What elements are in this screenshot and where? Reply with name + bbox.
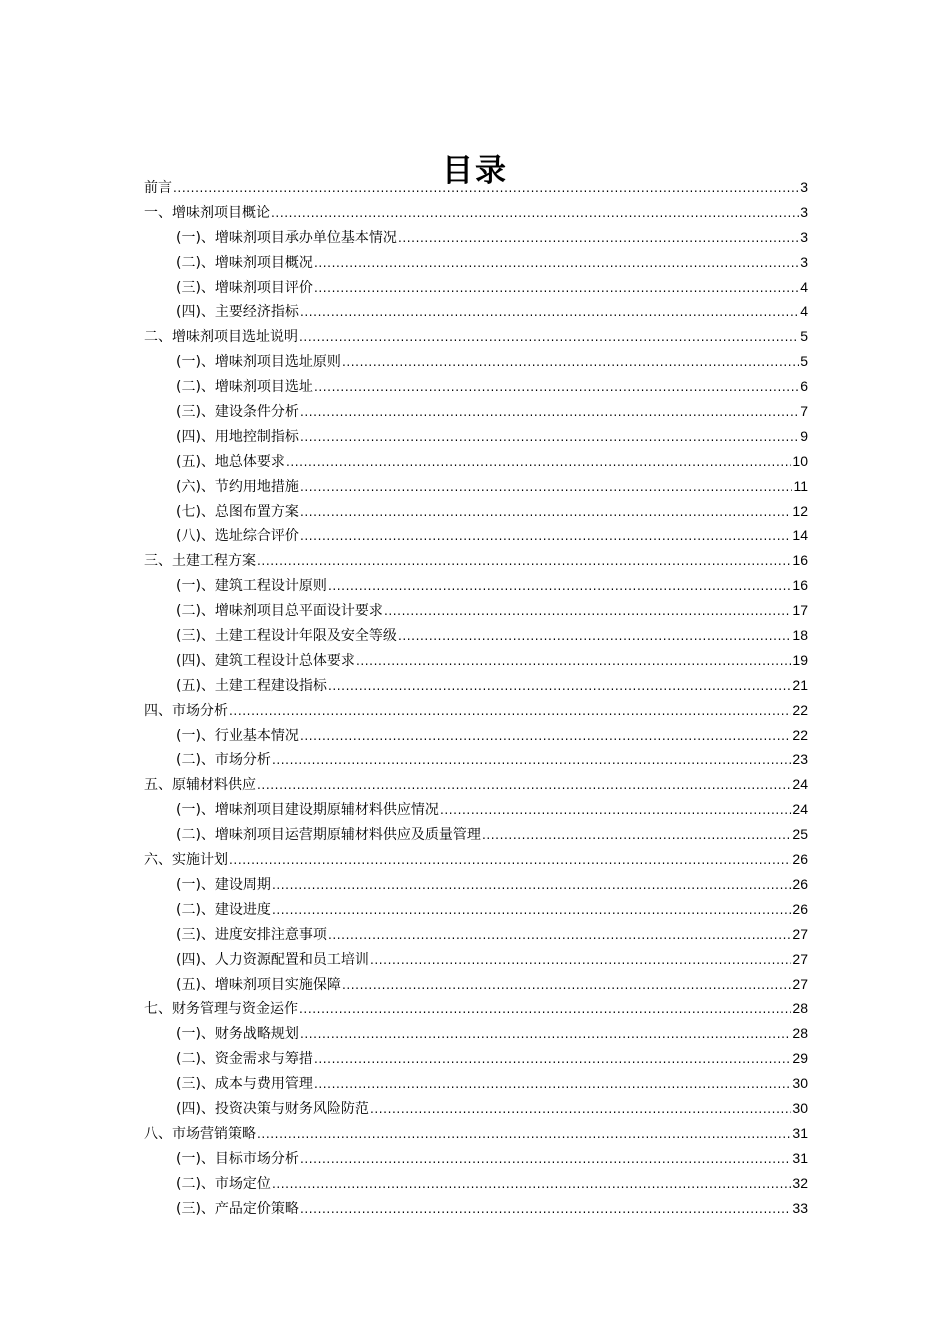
toc-page-number: 31 (792, 1124, 808, 1141)
toc-page-number: 3 (800, 203, 808, 220)
toc-entry-label: (一)、建筑工程设计原则 (176, 578, 327, 595)
toc-entry[interactable] (144, 523, 808, 548)
dot-leader (314, 1047, 791, 1072)
toc-entry-label: (二)、建设进度 (176, 901, 271, 918)
toc-entry-label: 二、增味剂项目选址说明 (144, 329, 298, 346)
toc-entry[interactable] (144, 747, 808, 772)
toc-entry[interactable] (144, 772, 808, 797)
toc-page-number: 5 (800, 328, 808, 345)
toc-page-number: 29 (792, 1050, 808, 1067)
dot-leader (300, 500, 791, 525)
toc-entry-label: (一)、建设周期 (176, 876, 271, 893)
toc-entry-label: 六、实施计划 (144, 852, 228, 869)
toc-entry-label: (七)、总图布置方案 (176, 503, 299, 520)
toc-entry[interactable] (144, 797, 808, 822)
toc-entry-label: (四)、主要经济指标 (176, 304, 299, 321)
toc-entry[interactable] (144, 1121, 808, 1146)
dot-leader (271, 201, 799, 226)
dot-leader (440, 798, 791, 823)
toc-entry[interactable] (144, 947, 808, 972)
dot-leader (300, 300, 799, 325)
toc-entry[interactable] (144, 299, 808, 324)
toc-page-number: 26 (792, 900, 808, 917)
toc-entry-label: (三)、产品定价策略 (176, 1200, 299, 1217)
dot-leader (342, 350, 799, 375)
toc-page-number: 27 (792, 975, 808, 992)
toc-entry[interactable] (144, 872, 808, 897)
dot-leader (272, 873, 791, 898)
dot-leader (370, 948, 791, 973)
dot-leader (229, 848, 791, 873)
toc-page-number: 22 (792, 701, 808, 718)
toc-entry[interactable] (144, 175, 808, 200)
toc-page-number: 31 (792, 1149, 808, 1166)
toc-page-number: 28 (792, 1025, 808, 1042)
toc-entry-label: (二)、增味剂项目运营期原辅材料供应及质量管理 (176, 827, 481, 844)
toc-page-number: 22 (792, 726, 808, 743)
toc-page-number: 16 (792, 552, 808, 569)
dot-leader (300, 524, 791, 549)
toc-entry[interactable] (144, 225, 808, 250)
toc-entry-label: 三、土建工程方案 (144, 553, 256, 570)
toc-entry[interactable] (144, 897, 808, 922)
toc-entry-label: (二)、增味剂项目选址 (176, 379, 313, 396)
toc-entry[interactable] (144, 449, 808, 474)
toc-page-number: 24 (792, 776, 808, 793)
toc-page-number: 10 (792, 452, 808, 469)
toc-entry-label: (一)、增味剂项目承办单位基本情况 (176, 229, 397, 246)
toc-entry[interactable] (144, 1071, 808, 1096)
toc-entry[interactable] (144, 424, 808, 449)
toc-entry[interactable] (144, 723, 808, 748)
dot-leader (328, 574, 791, 599)
dot-leader (314, 276, 799, 301)
dot-leader (173, 176, 799, 201)
toc-entry-label: (三)、增味剂项目评价 (176, 279, 313, 296)
toc-entry[interactable] (144, 324, 808, 349)
toc-page-number: 5 (800, 353, 808, 370)
dot-leader (356, 649, 791, 674)
toc-entry-label: 八、市场营销策略 (144, 1125, 256, 1142)
toc-entry-label: (八)、选址综合评价 (176, 528, 299, 545)
toc-entry[interactable] (144, 1096, 808, 1121)
dot-leader (314, 375, 799, 400)
toc-entry-label: (二)、增味剂项目总平面设计要求 (176, 603, 383, 620)
toc-page-number: 23 (792, 751, 808, 768)
toc-entry[interactable] (144, 648, 808, 673)
dot-leader (300, 1147, 791, 1172)
toc-page-number: 27 (792, 925, 808, 942)
toc-page-number: 30 (792, 1075, 808, 1092)
toc-page-number: 26 (792, 875, 808, 892)
toc-entry-label: 前言 (144, 180, 172, 196)
dot-leader (272, 898, 791, 923)
toc-entry[interactable] (144, 349, 808, 374)
toc-page-number: 3 (800, 228, 808, 245)
toc-entry-label: (五)、土建工程建设指标 (176, 677, 327, 694)
toc-page-number: 4 (800, 278, 808, 295)
toc-entry-label: (三)、建设条件分析 (176, 404, 299, 421)
toc-entry-label: 一、增味剂项目概论 (144, 204, 270, 221)
toc-page-number: 3 (800, 179, 808, 195)
toc-entry[interactable] (144, 548, 808, 573)
toc-entry[interactable] (144, 1146, 808, 1171)
toc-entry-label: (五)、地总体要求 (176, 453, 285, 470)
table-of-contents (144, 175, 808, 1220)
dot-leader (482, 823, 791, 848)
toc-entry-label: 七、财务管理与资金运作 (144, 1001, 298, 1018)
toc-entry-label: (二)、资金需求与筹措 (176, 1051, 313, 1068)
dot-leader (384, 599, 791, 624)
dot-leader (286, 450, 791, 475)
toc-entry-label: (二)、市场定位 (176, 1175, 271, 1192)
toc-entry[interactable] (144, 972, 808, 997)
toc-page-number: 27 (792, 950, 808, 967)
toc-page-number: 18 (792, 627, 808, 644)
toc-entry-label: (一)、增味剂项目建设期原辅材料供应情况 (176, 802, 439, 819)
dot-leader (257, 1122, 791, 1147)
toc-page-number: 6 (800, 378, 808, 395)
toc-entry-label: (一)、行业基本情况 (176, 727, 299, 744)
toc-entry[interactable] (144, 847, 808, 872)
toc-entry[interactable] (144, 922, 808, 947)
dot-leader (300, 1022, 791, 1047)
toc-entry[interactable] (144, 200, 808, 225)
toc-entry-label: (一)、增味剂项目选址原则 (176, 354, 341, 371)
toc-entry-label: (三)、土建工程设计年限及安全等级 (176, 628, 397, 645)
dot-leader (299, 325, 799, 350)
toc-entry-label: (四)、用地控制指标 (176, 428, 299, 445)
toc-entry[interactable] (144, 623, 808, 648)
toc-entry-label: (二)、市场分析 (176, 752, 271, 769)
dot-leader (300, 724, 791, 749)
toc-entry[interactable] (144, 474, 808, 499)
dot-leader (229, 699, 791, 724)
toc-entry[interactable] (144, 1046, 808, 1071)
toc-page-number: 4 (800, 303, 808, 320)
toc-entry-label: (一)、目标市场分析 (176, 1150, 299, 1167)
toc-page-number: 7 (800, 403, 808, 420)
dot-leader (299, 997, 791, 1022)
toc-entry-label: (四)、建筑工程设计总体要求 (176, 652, 355, 669)
toc-entry[interactable] (144, 250, 808, 275)
dot-leader (272, 748, 791, 773)
dot-leader (398, 624, 791, 649)
toc-page-number: 3 (800, 253, 808, 270)
toc-page-number: 11 (793, 477, 808, 494)
toc-page-number: 14 (792, 527, 808, 544)
toc-page-number: 21 (792, 676, 808, 693)
dot-leader (257, 549, 791, 574)
toc-entry-label: (四)、人力资源配置和员工培训 (176, 951, 369, 968)
toc-page-number: 30 (792, 1099, 808, 1116)
toc-entry[interactable] (144, 598, 808, 623)
dot-leader (328, 674, 791, 699)
dot-leader (272, 1172, 791, 1197)
toc-entry-label: (二)、增味剂项目概况 (176, 254, 313, 271)
toc-entry[interactable] (144, 996, 808, 1021)
toc-entry[interactable] (144, 499, 808, 524)
dot-leader (300, 475, 793, 500)
toc-page-number: 17 (792, 602, 808, 619)
toc-entry-label: (三)、进度安排注意事项 (176, 926, 327, 943)
toc-page-number: 12 (792, 502, 808, 519)
dot-leader (370, 1097, 791, 1122)
toc-entry[interactable] (144, 399, 808, 424)
toc-entry-label: (五)、增味剂项目实施保障 (176, 976, 341, 993)
toc-page-number: 28 (792, 1000, 808, 1017)
toc-entry[interactable] (144, 822, 808, 847)
dot-leader (300, 1197, 791, 1222)
dot-leader (398, 226, 799, 251)
toc-entry[interactable] (144, 673, 808, 698)
page-title: 目录 (442, 152, 508, 189)
dot-leader (314, 251, 799, 276)
dot-leader (314, 1072, 791, 1097)
toc-entry[interactable] (144, 374, 808, 399)
toc-entry-label: (三)、成本与费用管理 (176, 1076, 313, 1093)
toc-entry-label: (四)、投资决策与财务风险防范 (176, 1100, 369, 1117)
dot-leader (342, 973, 791, 998)
dot-leader (328, 923, 791, 948)
toc-entry-label: 五、原辅材料供应 (144, 777, 256, 794)
toc-entry[interactable] (144, 698, 808, 723)
toc-entry[interactable] (144, 1171, 808, 1196)
toc-page-number: 19 (792, 651, 808, 668)
toc-entry[interactable] (144, 573, 808, 598)
toc-entry[interactable] (144, 275, 808, 300)
toc-entry[interactable] (144, 1021, 808, 1046)
toc-page-number: 33 (792, 1199, 808, 1216)
toc-page-number: 26 (792, 851, 808, 868)
toc-page-number: 9 (800, 427, 808, 444)
dot-leader (300, 400, 799, 425)
toc-entry-label: 四、市场分析 (144, 702, 228, 719)
toc-page-number: 32 (792, 1174, 808, 1191)
toc-entry-label: (一)、财务战略规划 (176, 1026, 299, 1043)
toc-entry[interactable] (144, 1196, 808, 1221)
toc-page-number: 24 (792, 801, 808, 818)
dot-leader (300, 425, 799, 450)
dot-leader (257, 773, 791, 798)
toc-page-number: 25 (792, 826, 808, 843)
toc-entry-label: (六)、节约用地措施 (176, 478, 299, 495)
toc-page-number: 16 (792, 577, 808, 594)
